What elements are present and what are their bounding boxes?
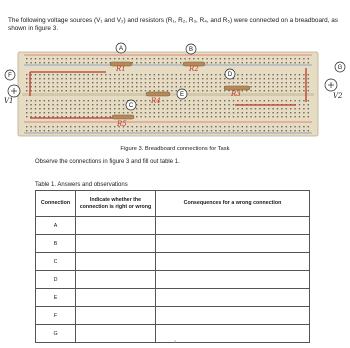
- resistor-r4: [146, 92, 170, 96]
- label-r1: R1: [116, 65, 126, 73]
- right-wrong-cell[interactable]: [76, 325, 156, 343]
- figure-caption: Figure 3. Breadboard connections for Task: [120, 146, 230, 152]
- table-row: [36, 307, 310, 325]
- header-connection: Connection: [36, 191, 76, 217]
- marker-a: A: [118, 46, 124, 52]
- label-v2: V2: [333, 92, 343, 100]
- source-v2: [325, 79, 337, 91]
- observations-table: [35, 190, 310, 343]
- table-row: [36, 235, 310, 253]
- right-wrong-cell[interactable]: [76, 307, 156, 325]
- consequences-cell[interactable]: [156, 307, 310, 325]
- source-v1: [8, 85, 20, 97]
- right-wrong-cell[interactable]: [76, 253, 156, 271]
- consequences-cell[interactable]: [156, 325, 310, 343]
- resistor-r5: [112, 115, 134, 119]
- page-number: 3: [174, 339, 177, 344]
- instruction-text: Observe the connections in figure 3 and fill out table 1.: [35, 159, 180, 165]
- table-header-row: [36, 191, 310, 217]
- right-wrong-cell[interactable]: [76, 271, 156, 289]
- label-v1: V1: [4, 97, 14, 105]
- table-row: [36, 325, 310, 343]
- table-row: [36, 289, 310, 307]
- breadboard-figure: [0, 38, 350, 146]
- consequences-cell[interactable]: [156, 253, 310, 271]
- header-consequences: Consequences for a wrong connection: [156, 191, 310, 217]
- marker-b: B: [188, 47, 194, 53]
- label-r3: R3: [231, 90, 241, 98]
- label-r4: R4: [151, 97, 161, 105]
- intro-paragraph: The following voltage sources (V₁ and V₂) and resistors (R₁, R₂, R₃, R₄, and R₅) were connected on a breadboard, as shown in figure 3.: [8, 17, 339, 33]
- marker-g: G: [337, 65, 343, 71]
- connection-label: B: [36, 235, 76, 253]
- consequences-cell[interactable]: [156, 289, 310, 307]
- right-wrong-cell[interactable]: [76, 217, 156, 235]
- label-r5: R5: [117, 120, 127, 128]
- right-wrong-cell[interactable]: [76, 235, 156, 253]
- connection-label: G: [36, 325, 76, 343]
- connection-label: E: [36, 289, 76, 307]
- connection-label: F: [36, 307, 76, 325]
- right-wrong-cell[interactable]: [76, 289, 156, 307]
- table-row: [36, 253, 310, 271]
- marker-e: E: [179, 92, 185, 98]
- marker-d: D: [227, 72, 233, 78]
- consequences-cell[interactable]: [156, 217, 310, 235]
- connection-label: D: [36, 271, 76, 289]
- table-row: [36, 217, 310, 235]
- consequences-cell[interactable]: [156, 235, 310, 253]
- consequences-cell[interactable]: [156, 271, 310, 289]
- label-r2: R2: [189, 65, 199, 73]
- header-right-wrong: Indicate whether the connection is right or wrong: [76, 191, 156, 217]
- marker-c: C: [128, 103, 134, 109]
- table-title: Table 1. Answers and observations: [35, 182, 128, 188]
- connection-label: C: [36, 253, 76, 271]
- table-row: [36, 271, 310, 289]
- connection-label: A: [36, 217, 76, 235]
- marker-f: F: [8, 73, 12, 79]
